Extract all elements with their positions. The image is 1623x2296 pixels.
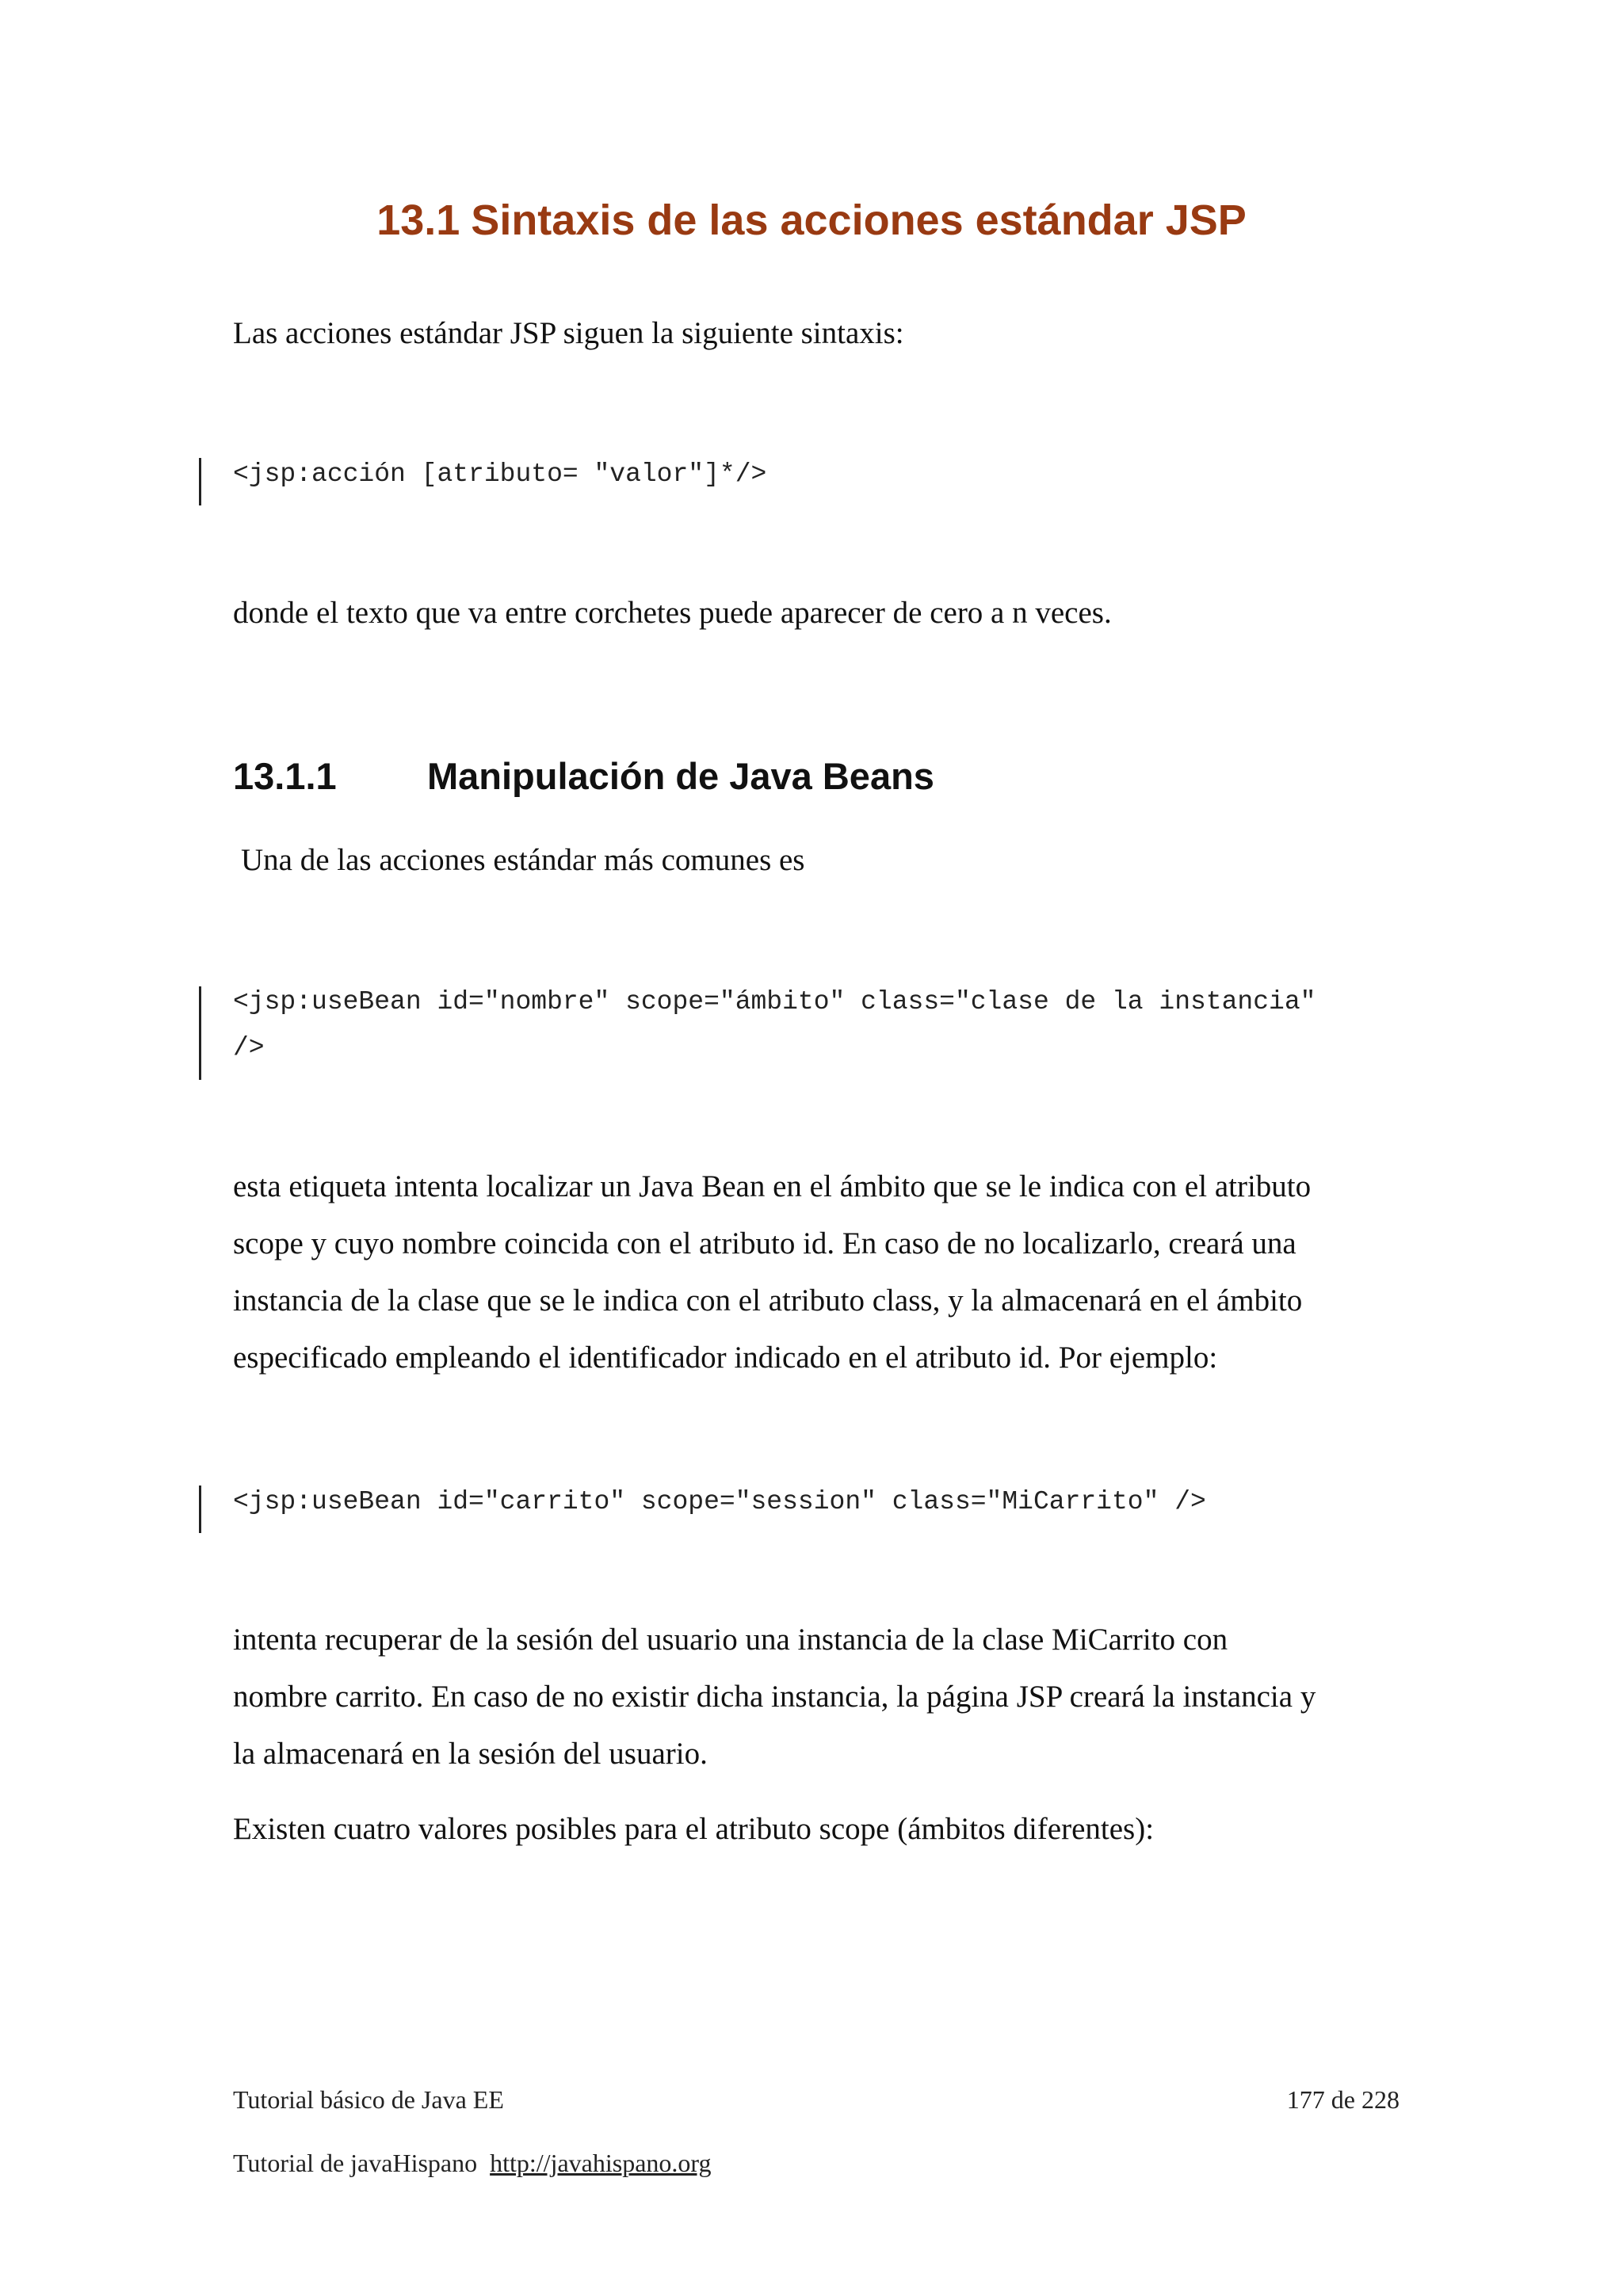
carrito-paragraph [233,1611,1400,1783]
usebean-paragraph [233,1158,1400,1386]
javahispano-link[interactable]: http://javahispano.org [490,2149,712,2177]
subsection-intro: Una de las acciones estándar más comunes es [241,843,805,877]
paragraph-line: intenta recuperar de la sesión del usuario una instancia de la clase MiCarrito con [233,1623,1228,1657]
section-title: Sintaxis de las acciones estándar JSP [471,196,1247,244]
intro-paragraph: Las acciones estándar JSP siguen la siguiente sintaxis: [233,316,904,350]
section-heading [0,192,1623,249]
code-line: <jsp:useBean id="nombre" scope="ámbito" class="clase de la instancia" [233,987,1316,1016]
section-number: 13.1 [376,196,460,244]
code-block-bar [199,458,201,505]
code-block-carrito: <jsp:useBean id="carrito" scope="session" class="MiCarrito" /> [233,1487,1206,1516]
footer-title: Tutorial básico de Java EE [233,2085,504,2114]
code-block-syntax: <jsp:acción [atributo= "valor"]*/> [233,460,767,489]
paragraph-line: especificado empleando el identificador indicado en el atributo id. Por ejemplo: [233,1341,1218,1375]
footer-page-number: 177 de 228 [1286,2085,1400,2114]
code-block-usebean [233,979,1316,1071]
code-block-bar [199,986,201,1080]
paragraph-line: instancia de la clase que se le indica con el atributo class, y la almacenará en el ámbito [233,1283,1303,1318]
paragraph-line: nombre carrito. En caso de no existir dicha instancia, la página JSP creará la instancia y [233,1680,1316,1714]
subsection-number: 13.1.1 [233,755,337,797]
footer-site-label: Tutorial de javaHispano [233,2149,478,2177]
subsection-heading [233,751,934,802]
subsection-title: Manipulación de Java Beans [427,755,934,797]
code-line: /> [233,1033,265,1062]
code-block-bar [199,1486,201,1533]
scope-paragraph: Existen cuatro valores posibles para el atributo scope (ámbitos diferentes): [233,1812,1155,1846]
paragraph-line: la almacenará en la sesión del usuario. [233,1737,708,1771]
syntax-explanation: donde el texto que va entre corchetes puede aparecer de cero a n veces. [233,596,1112,630]
paragraph-line: scope y cuyo nombre coincida con el atributo id. En caso de no localizarlo, creará una [233,1226,1296,1261]
paragraph-line: esta etiqueta intenta localizar un Java Bean en el ámbito que se le indica con el atributo [233,1169,1312,1203]
footer-site [233,2145,711,2180]
